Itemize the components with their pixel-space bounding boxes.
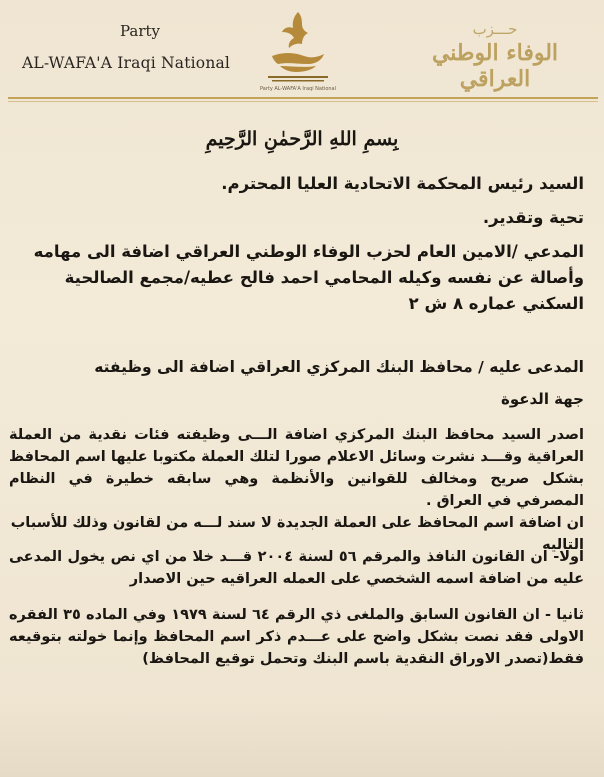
arabic-letterhead-line1: حـــزب — [472, 20, 518, 38]
defendant: المدعى عليه / محافظ البنك المركزي العراقي اضافة الى وظيفته — [94, 358, 584, 376]
letterhead-party-name: AL-WAFA'A Iraqi National — [22, 54, 231, 72]
english-letterhead — [22, 22, 252, 72]
plaintiff-line-1: المدعي /الامين العام لحزب الوفاء الوطني العراقي اضافة الى مهامه — [33, 242, 584, 261]
plaintiff-line-2: وأصالة عن نفسه وكيله المحامي احمد فالح عطيه/مجمع الصالحية — [64, 268, 584, 287]
letterhead-party-label: Party — [119, 22, 160, 40]
paragraph-3: اولا- ان القانون النافذ والمرقم ٥٦ لسنة ٢٠٠٤ قـــد خلا من اي نص يخول المدعى عليه من اضافة اسمه الشخصي على العمله العراقيه حين الاصدار — [9, 549, 585, 587]
paragraph-1: اصدر السيد محافظ البنك المركزي اضافة الـــى وظيفته فئات نقدية من العملة العراقية وقـــد نشرت وسائل الاعلام صورا لتلك العملة مكتوبا عليها اسم المحافظ بشكل صريح ومخالف للقوانين والأنظمة وهي سابقه خطيرة في النظام المصرفي في العراق . — [9, 427, 584, 509]
addressee: السيد رئيس المحكمة الاتحادية العليا المحترم. — [221, 174, 584, 193]
page-bottom-shading — [0, 700, 604, 777]
plaintiff-line-3: السكني عماره ٨ ش ٢ — [408, 294, 584, 313]
party-logo-icon — [258, 6, 338, 90]
header-divider — [8, 97, 598, 99]
arabic-letterhead — [400, 20, 590, 90]
greeting: تحية وتقدير. — [482, 208, 584, 227]
logo-caption: Party AL-WAFA'A Iraqi National — [259, 86, 337, 92]
paragraph-2: ان اضافة اسم المحافظ على العملة الجديدة لا سند لـــه من لقانون وذلك للأسباب التاليه — [10, 515, 584, 553]
claim-heading: جهة الدعوة — [501, 390, 584, 408]
arabic-letterhead-line2: الوفاء الوطني العراقي — [431, 40, 559, 92]
paragraph-4: ثانيا - ان القانون السابق والملغى ذي الرقم ٦٤ لسنة ١٩٧٩ وفي الماده ٣٥ الفقره الاولى فقد نصت بشكل واضح على عـــدم ذكر اسم المحافظ وإنما خولته بتوقيعه فقط(تصدر الاوراق النقدية باسم البنك وتحمل توقيع المحافظ) — [9, 607, 585, 667]
header-divider-thin — [8, 101, 598, 102]
basmala: بِسمِ اللهِ الرَّحمٰنِ الرَّحِيمِ — [205, 128, 399, 150]
